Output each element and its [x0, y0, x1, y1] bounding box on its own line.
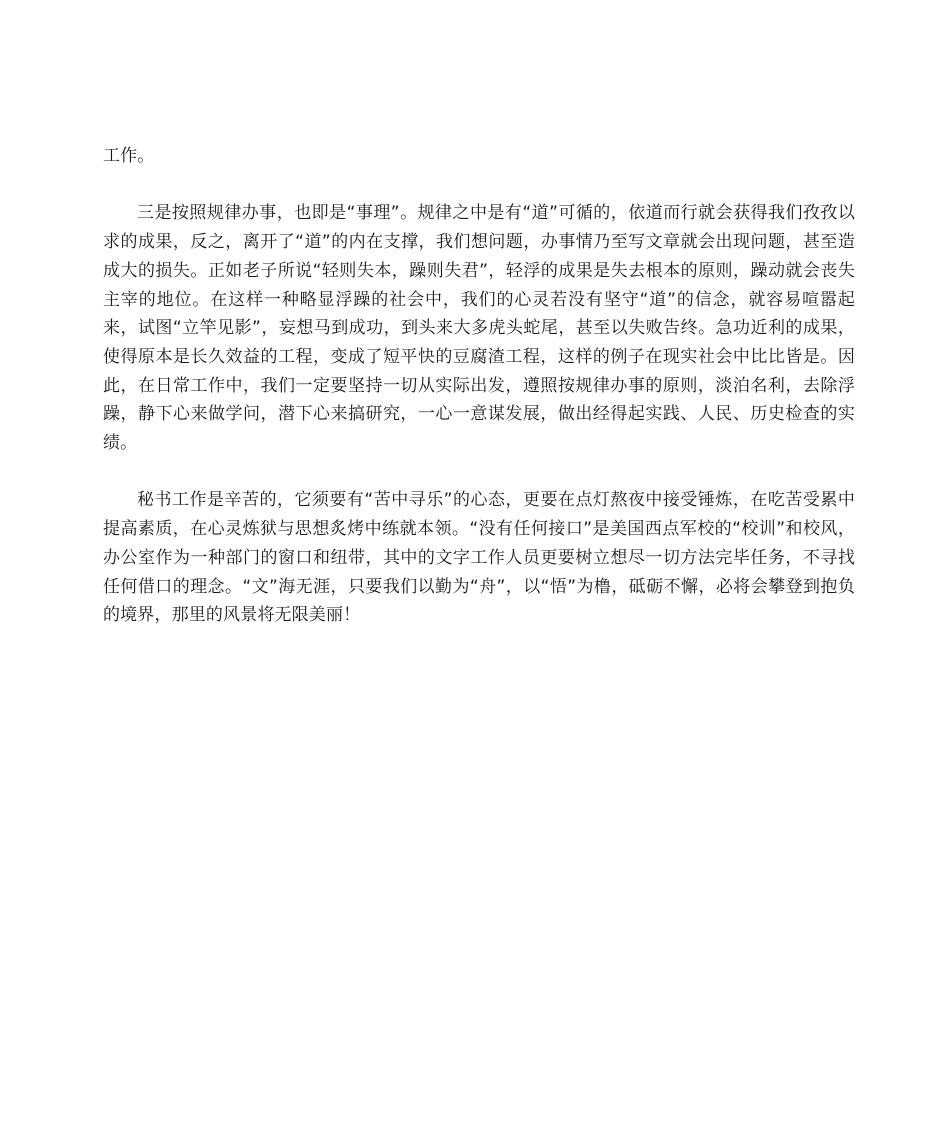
paragraph-continuation: 工作。 [103, 146, 155, 166]
paragraph-secretary-work: 秘书工作是辛苦的，它须要有“苦中寻乐”的心态，更要在点灯熬夜中接受锤炼，在吃苦受累中提高素质，在心灵炼狱与思想炙烤中练就本领。“没有任何接口”是美国西点军校的“校训”和校风，办公室作为一种部门的窗口和纽带，其中的文字工作人员更要树立想尽一切方法完毕任务，不寻找任何借口的理念。“文”海无涯，只要我们以勤为“舟”，以“悟”为橹，砥砺不懈，必将会攀登到抱负的境界，那里的风景将无限美丽！ [103, 490, 855, 626]
paragraph-follow-laws: 三是按照规律办事，也即是“事理”。规律之中是有“道”可循的，依道而行就会获得我们孜孜以求的成果，反之，离开了“道”的内在支撑，我们想问题，办事情乃至写文章就会出现问题，甚至造成大的损失。正如老子所说“轻则失本，躁则失君”，轻浮的成果是失去根本的原则，躁动就会丧失主宰的地位。在这样一种略显浮躁的社会中，我们的心灵若没有坚守“道”的信念，就容易喧嚣起来，试图“立竿见影”，妄想马到成功，到头来大多虎头蛇尾，甚至以失败告终。急功近利的成果，使得原本是长久效益的工程，变成了短平快的豆腐渣工程，这样的例子在现实社会中比比皆是。因此，在日常工作中，我们一定要坚持一切从实际出发，遵照按规律办事的原则，淡泊名利，去除浮躁，静下心来做学问，潜下心来搞研究，一心一意谋发展，做出经得起实践、人民、历史检查的实绩。 [103, 203, 855, 454]
document-body [103, 142, 855, 630]
